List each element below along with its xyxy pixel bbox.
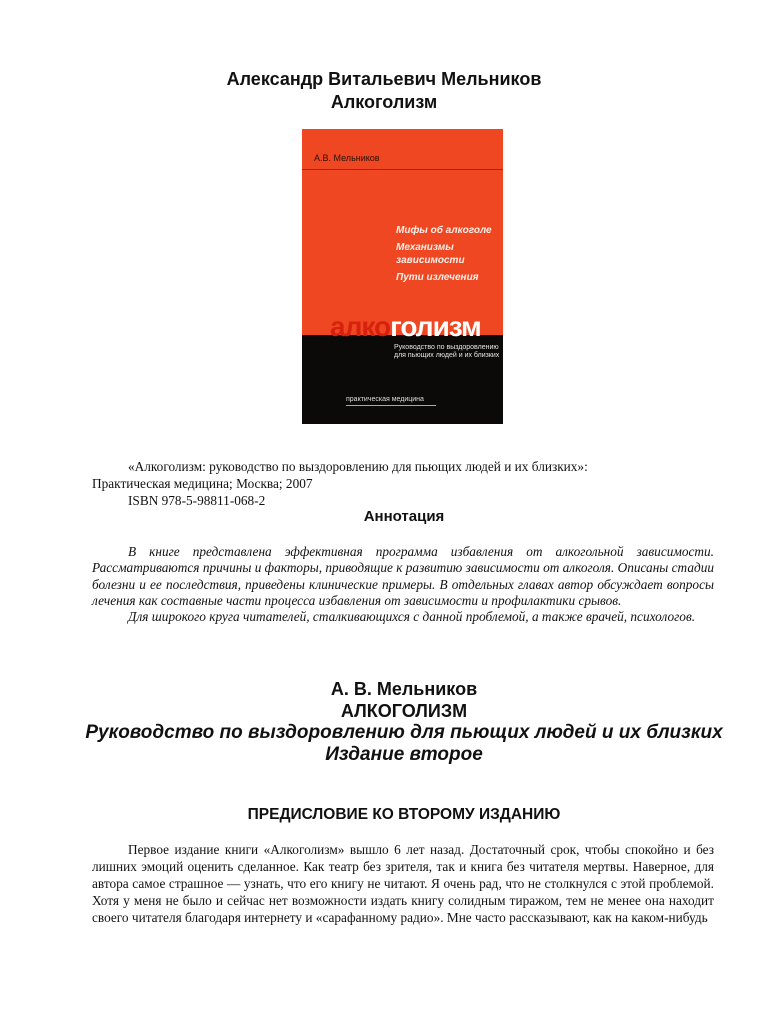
annotation-paragraph-1: В книге представлена эффективная программа избавления от алкогольной зависимости. Рассматриваются причины и факторы, приводящие к развитию зависимости от алкоголя. Описаны стадии болезни и ее последствия, приведены клинические примеры. В отдельных главах автор обсуждает вопросы лечения как составные части процесса избавления от зависимости и профилактики срывов. [92,544,714,608]
cover-title-part2: голизм [390,311,481,342]
bibliographic-info [92,458,692,509]
annotation-heading: Аннотация [363,508,445,525]
book-heading-subtitle: Руководство по выздоровлению для пьющих людей и их близких [85,722,723,743]
preface-paragraph-1: Первое издание книги «Алкоголизм» вышло 6 лет назад. Достаточный срок, чтобы спокойно и без лишних эмоций оценить сделанное. Как театр без зрителя, так и книга без читателя мертвы. Наверное, для автора самое страшное — узнать, что его книгу не читают. Я очень рад, что не столкнулся с этой проблемой. Хотя у меня не было и сейчас нет возможности издать книгу солидным тиражом, тем не менее она находит своего читателя благодаря интернету и «сарафанному радио». Мне часто рассказывают, как на каком-нибудь [92,842,714,925]
cover-tagline-2: Механизмы зависимости [396,242,465,266]
annotation-text [92,544,714,625]
book-heading-author: А. В. Мельников [330,679,478,699]
document-title [0,68,768,114]
book-heading [0,678,768,766]
book-cover-image [302,129,503,424]
biblio-publisher: Практическая медицина; Москва; 2007 [92,476,313,491]
annotation-paragraph-2: Для широкого круга читателей, сталкивающихся с данной проблемой, а также врачей, психологов. [128,609,696,625]
cover-publisher: практическая медицина [346,396,424,403]
preface-text [92,842,714,927]
book-title: Алкоголизм [330,92,438,112]
cover-divider [302,169,503,170]
book-heading-title: АЛКОГОЛИЗМ [340,701,468,721]
preface-heading: ПРЕДИСЛОВИЕ КО ВТОРОМУ ИЗДАНИЮ [247,806,561,823]
biblio-isbn: ISBN 978-5-98811-068-2 [128,493,266,508]
cover-tagline-1: Мифы об алкоголе [396,225,492,236]
cover-tagline [396,224,500,288]
author-name: Александр Витальевич Мельников [226,69,542,89]
cover-title [330,312,481,342]
cover-publisher-rule [346,405,436,406]
biblio-title: «Алкоголизм: руководство по выздоровлению для пьющих людей и их близких»: [128,459,588,474]
cover-author: А.В. Мельников [314,153,380,163]
book-heading-edition: Издание второе [325,744,483,765]
cover-tagline-3: Пути излечения [396,272,479,283]
cover-title-part1: алко [330,311,391,342]
cover-subtitle: Руководство по выздоровлению для пьющих людей и их близких [394,344,500,359]
